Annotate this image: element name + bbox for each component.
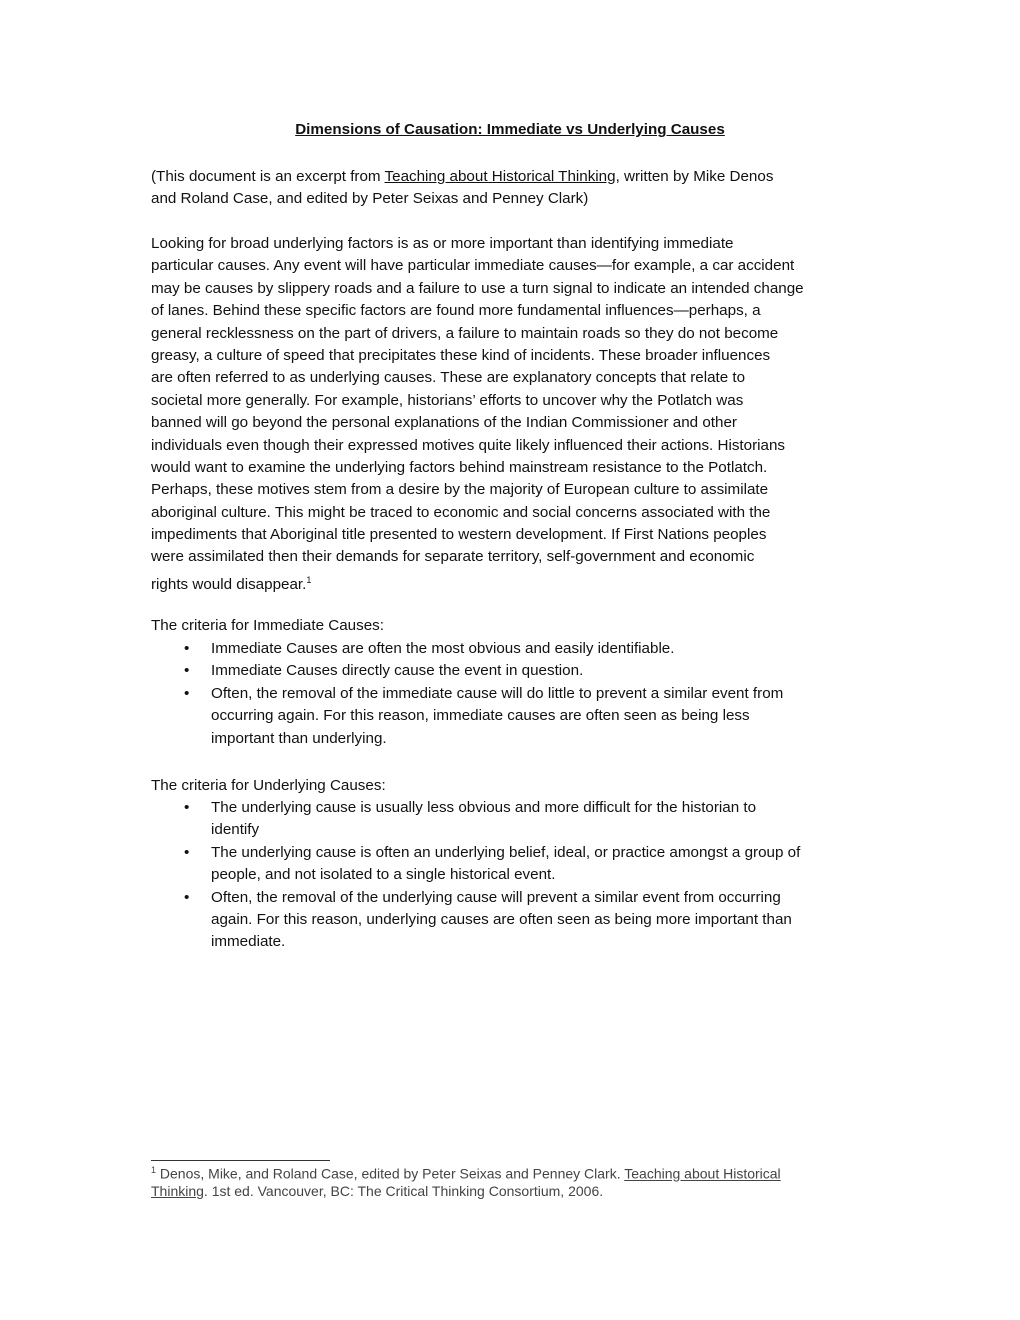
paragraph-text: banned will go beyond the personal explanations of the Indian Commissioner and other xyxy=(151,414,737,432)
paragraph-text: may be causes by slippery roads and a failure to use a turn signal to indicate an intended change xyxy=(151,279,804,297)
paragraph-line xyxy=(151,479,881,501)
bullet-icon: • xyxy=(184,888,190,906)
paragraph-line xyxy=(151,367,881,389)
section-heading: The criteria for Immediate Causes: xyxy=(151,617,384,634)
paragraph-line xyxy=(151,390,881,412)
paragraph-text: Perhaps, these motives stem from a desire by the majority of European culture to assimilate xyxy=(151,481,769,499)
paragraph-text: greasy, a culture of speed that precipitates these kind of incidents. These broader influences xyxy=(151,346,771,364)
list-item xyxy=(151,842,881,887)
bullet-icon: • xyxy=(184,640,190,657)
paragraph-text: individuals even though their expressed motives quite likely influenced their actions. Historians xyxy=(151,436,785,454)
list-item-text: The underlying cause is usually less obvious and more difficult for the historian to xyxy=(211,799,757,816)
footnote-number: 1 xyxy=(151,1165,157,1175)
paragraph-text: particular causes. Any event will have particular immediate causes—for example, a car accident xyxy=(151,257,795,275)
paragraph-line xyxy=(151,457,881,479)
paragraph-text: were assimilated then their demands for separate territory, self-government and economic xyxy=(151,548,755,566)
list-item-text: important than underlying. xyxy=(211,729,387,747)
list-item xyxy=(151,638,881,660)
paragraph-line xyxy=(151,524,881,546)
footnote xyxy=(151,1160,881,1202)
paragraph-line xyxy=(151,255,881,277)
paragraph-text: of lanes. Behind these specific factors are found more fundamental influences—perhaps, a xyxy=(151,302,761,320)
paragraph-line xyxy=(151,569,881,591)
intro-paragraph xyxy=(151,166,881,211)
list-item-text: again. For this reason, underlying causes are often seen as being more important than xyxy=(211,910,792,928)
list-item-text: people, and not isolated to a single historical event. xyxy=(211,866,556,884)
paragraph-text: societal more generally. For example, historians’ efforts to uncover why the Potlatch was xyxy=(151,391,744,409)
paragraph-line xyxy=(151,435,881,457)
paragraph-text: would want to examine the underlying factors behind mainstream resistance to the Potlatch. xyxy=(151,458,768,476)
list-item-text: Immediate Causes are often the most obvious and easily identifiable. xyxy=(211,640,675,657)
list-item-text: Often, the removal of the immediate cause will do little to prevent a similar event from xyxy=(211,684,784,702)
footnote-book-link: Teaching about Historical xyxy=(624,1165,781,1182)
immediate-heading xyxy=(151,615,881,637)
list-item xyxy=(151,683,881,750)
intro-text: , written by Mike Denos xyxy=(615,168,774,185)
list-item xyxy=(151,887,881,954)
footnote-book-link: Thinking xyxy=(151,1183,204,1199)
paragraph-text: are often referred to as underlying causes. These are explanatory concepts that relate to xyxy=(151,369,746,387)
paragraph-line xyxy=(151,233,881,255)
paragraph-line xyxy=(151,412,881,434)
paragraph-text: Looking for broad underlying factors is as or more important than identifying immediate xyxy=(151,235,734,252)
paragraph-line xyxy=(151,323,881,345)
book-title-link: Teaching about Historical Thinking xyxy=(384,168,616,185)
list-item-text: Immediate Causes directly cause the event in question. xyxy=(211,662,584,680)
immediate-criteria-list xyxy=(151,638,881,750)
footnote-text: . 1st ed. Vancouver, BC: The Critical Thinking Consortium, 2006. xyxy=(203,1183,604,1199)
bullet-icon: • xyxy=(184,662,190,680)
footnote-text: Denos, Mike, and Roland Case, edited by Peter Seixas and Penney Clark. xyxy=(156,1165,625,1182)
section-heading: The criteria for Underlying Causes: xyxy=(151,777,386,794)
bullet-icon: • xyxy=(184,843,190,861)
paragraph-text: general recklessness on the part of drivers, a failure to maintain roads so they do not become xyxy=(151,324,779,342)
list-item-text: The underlying cause is often an underlying belief, ideal, or practice amongst a group of xyxy=(211,843,801,861)
list-item xyxy=(151,797,881,842)
list-item-text: Often, the removal of the underlying cause will prevent a similar event from occurring xyxy=(211,888,781,906)
intro-text: (This document is an excerpt from xyxy=(151,168,385,185)
paragraph-line xyxy=(151,300,881,322)
document-title: Dimensions of Causation: Immediate vs Underlying Causes xyxy=(295,121,725,138)
bullet-icon: • xyxy=(184,684,190,702)
paragraph-text: aboriginal culture. This might be traced to economic and social concerns associated with the xyxy=(151,503,771,521)
paragraph-text: impediments that Aboriginal title presented to western development. If First Nations peoples xyxy=(151,526,767,544)
list-item-text: occurring again. For this reason, immediate causes are often seen as being less xyxy=(211,707,750,725)
list-item xyxy=(151,660,881,682)
bullet-icon: • xyxy=(184,799,190,816)
paragraph-line xyxy=(151,546,881,568)
list-item-text: immediate. xyxy=(211,933,286,951)
paragraph-line xyxy=(151,278,881,300)
list-item-text: identify xyxy=(211,821,260,839)
intro-text: and Roland Case, and edited by Peter Seixas and Penney Clark) xyxy=(151,190,589,208)
footnote-reference: 1 xyxy=(306,574,312,585)
paragraph-line xyxy=(151,502,881,524)
paragraph-text: rights would disappear. xyxy=(151,575,307,593)
body-paragraph xyxy=(151,233,881,591)
paragraph-line xyxy=(151,345,881,367)
underlying-heading xyxy=(151,775,881,797)
underlying-criteria-list xyxy=(151,797,881,954)
